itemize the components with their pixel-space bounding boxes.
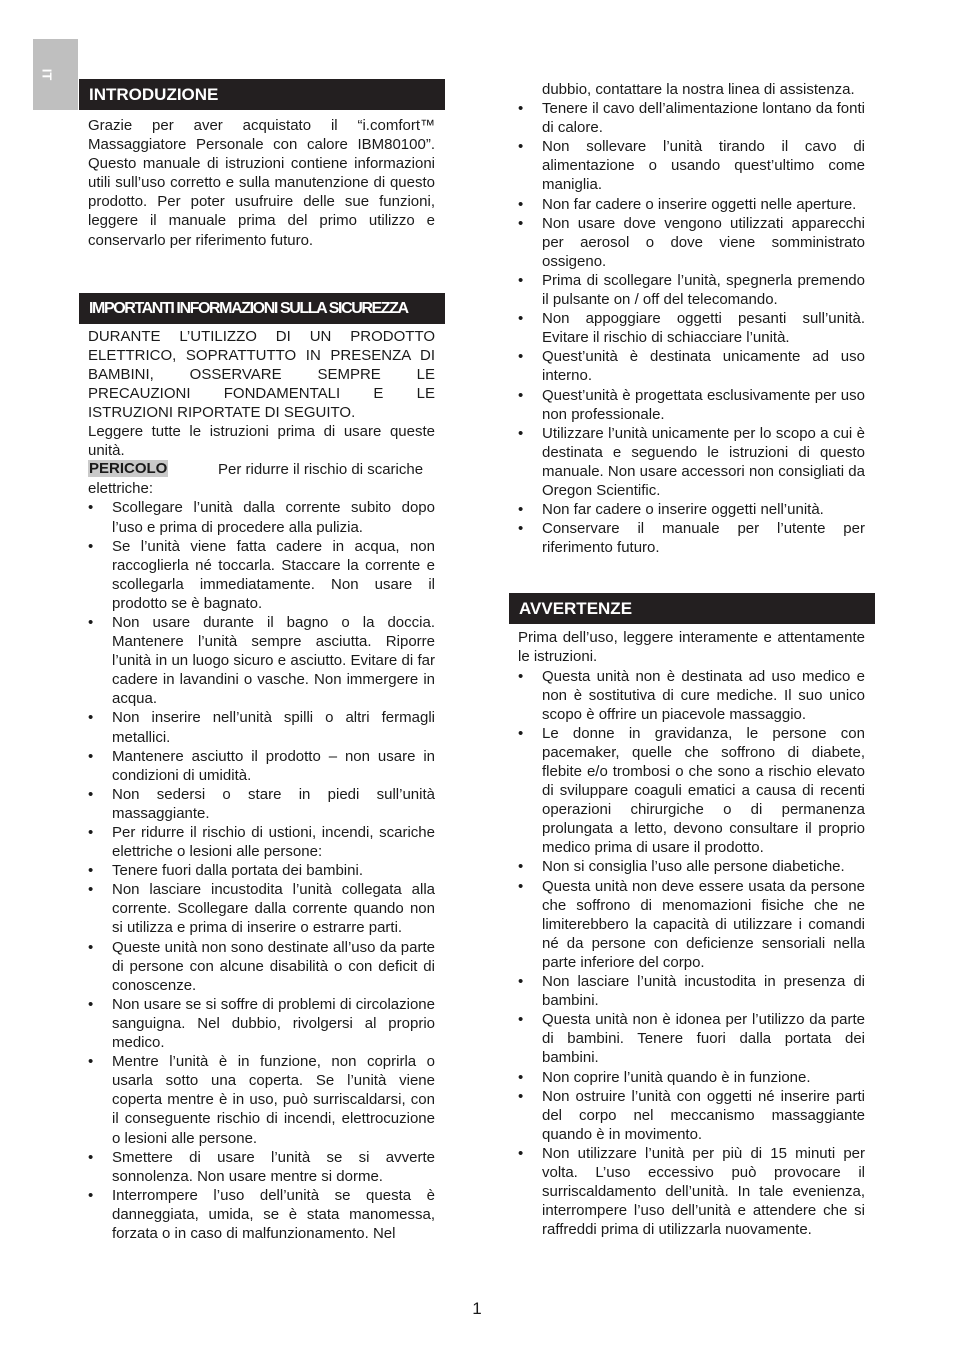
warnings-list [518,667,865,1240]
danger-label: PERICOLO [89,460,168,478]
list-item: • Tenere il cavo dell’alimentazione lontano da fonti di calore. [518,99,865,137]
list-item: • Utilizzare l’unità unicamente per lo scopo a cui è destinata e seguendo le istruzioni di questo manuale. Non usare accessori non consigliati da Oregon Scientific. [518,424,865,500]
list-item: • Per ridurre il rischio di ustioni, incendi, scariche elettriche o lesioni alle persone: [88,823,435,861]
list-item: • Le donne in gravidanza, le persone con pacemaker, quelle che soffrono di diabete, flebite e/o trombosi o che sono a rischio elevato di sviluppare coaguli ematici a causa di recenti operazioni chirurgiche o di permanenza prolungata a letto, devono consultare il proprio medico prima di usare il prodotto. [518,724,865,858]
right-column [509,80,875,1239]
safety-list-continued [518,99,865,557]
list-item: • Non far cadere o inserire oggetti nelle aperture. [518,195,865,214]
list-item: • Non sedersi o stare in piedi sull’unità massaggiante. [88,785,435,823]
intro-header: INTRODUZIONE [79,79,445,110]
list-item: • Non coprire l’unità quando è in funzione. [518,1068,865,1087]
list-item: • Non inserire nell’unità spilli o altri fermagli metallici. [88,708,435,746]
danger-text: Per ridurre il rischio di scariche [218,461,424,479]
list-item: • Prima di scollegare l’unità, spegnerla premendo il pulsante on / off del telecomando. [518,271,865,309]
list-item: • Non far cadere o inserire oggetti nell’unità. [518,500,865,519]
intro-body [79,116,445,250]
list-item: • Conservare il manuale per l’utente per riferimento futuro. [518,519,865,557]
list-item: • Questa unità non deve essere usata da persone che soffrono di menomazioni fisiche che ne limiterebbero la capacità di utilizzare i comandi né da persone con deficienze sensoriali nella parte inferiore del corpo. [518,877,865,972]
left-column [79,79,445,1243]
list-item: • Queste unità non sono destinate all’uso da parte di persone con alcune disabilità o con deficit di conoscenze. [88,938,435,995]
list-item: • Non si consiglia l’uso alle persone diabetiche. [518,857,865,876]
list-item: • Quest’unità è destinata unicamente ad uso interno. [518,347,865,385]
list-item: • Questa unità non è idonea per l’utilizzo da parte di bambini. Tenere fuori dalla portata dei bambini. [518,1010,865,1067]
safety-body [79,327,445,1243]
warnings-body [509,628,875,1239]
list-item: • Non usare durante il bagno o la doccia. Mantenere l’unità sempre asciutta. Riporre l’unità in un luogo sicuro e asciutto. Evitare di far cadere in lavandini o vasche. Non immergere in acqua. [88,613,435,708]
list-item: • Non appoggiare oggetti pesanti sull’unità. Evitare il rischio di schiacciare l’unità. [518,309,865,347]
list-item: • Smettere di usare l’unità se si avverte sonnolenza. Non usare mentre si dorme. [88,1148,435,1186]
list-item: • Questa unità non è destinata ad uso medico e non è sostitutiva di cure mediche. Il suo unico scopo è offrire un piacevole massaggio. [518,667,865,724]
list-item: • Non sollevare l’unità tirando il cavo di alimentazione o usando quest’ultimo come maniglia. [518,137,865,194]
list-item: • Tenere fuori dalla portata dei bambini. [88,861,435,880]
language-tab [33,39,78,110]
list-item-continuation: dubbio, contattare la nostra linea di assistenza. [542,81,855,98]
list-item: • Interrompere l’uso dell’unità se questa è danneggiata, umida, se è stata manomessa, forzata o in caso di malfunzionamento. Nel [88,1186,435,1243]
intro-paragraph: Grazie per aver acquistato il “i.comfort™ Massaggiatore Personale con calore IBM80100”. Questo manuale di istruzioni contiene informazioni utili sull’uso corretto e sulla manutenzione di questo prodotto. Per poter usufruire delle sue funzioni, leggere il manuale prima del primo utilizzo e conservarlo per riferimento futuro. [88,117,435,249]
list-item: • Non utilizzare l’unità per più di 15 minuti per volta. L’uso eccessivo può provocare il surriscaldamento dell’unità. In tale evenienza, interrompere l’uso dell’unità e attendere che si raffreddi prima di utilizzarla nuovamente. [518,1144,865,1239]
safety-header: IMPORTANTI INFORMAZIONI SULLA SICUREZZA [79,293,445,324]
list-item: • Mentre l’unità è in funzione, non coprirla o usarla sotto una coperta. Se l’unità viene coperta mentre è in uso, può surriscaldarsi, con il conseguente rischio di incendi, elettrocuzione o lesioni alle persone. [88,1052,435,1147]
list-item: • Mantenere asciutto il prodotto – non usare in condizioni di umidità. [88,747,435,785]
warnings-header: AVVERTENZE [509,593,875,624]
safety-body-continued [509,80,875,557]
list-item: • Non lasciare incustodita l’unità collegata alla corrente. Scollegare dalla corrente quando non si utilizza e prima di inserire o estrarre parti. [88,880,435,937]
safety-caps-paragraph: DURANTE L’UTILIZZO DI UN PRODOTTO ELETTRICO, SOPRATTUTTO IN PRESENZA DI BAMBINI, OSSERVARE SEMPRE LE PRECAUZIONI FONDAMENTALI E LE ISTRUZIONI RIPORTATE DI SEGUITO. [88,327,435,422]
warnings-intro: Prima dell’uso, leggere interamente e attentamente le istruzioni. [518,629,865,666]
danger-text-continued: elettriche: [88,480,154,498]
safety-list [88,498,435,1243]
safety-read-paragraph: Leggere tutte le istruzioni prima di usare queste unità. [88,423,435,460]
danger-row [88,460,435,479]
list-item: • Se l’unità viene fatta cadere in acqua, non raccoglierla né toccarla. Staccare la corrente e scollegarla immediatamente. Non usare il prodotto se è bagnato. [88,537,435,613]
list-item: • Scollegare l’unità dalla corrente subito dopo l’uso e prima di procedere alla pulizia. [88,498,435,536]
language-label: IT [39,68,55,81]
list-item: • Non ostruire l’unità con oggetti né inserire parti del corpo nel meccanismo massaggiante quando è in movimento. [518,1087,865,1144]
page-number: 1 [472,1299,482,1318]
list-item: • Quest’unità è progettata esclusivamente per uso non professionale. [518,386,865,424]
list-item: • Non lasciare l’unità incustodita in presenza di bambini. [518,972,865,1010]
list-item: • Non usare se si soffre di problemi di circolazione sanguigna. Nel dubbio, rivolgersi al proprio medico. [88,995,435,1052]
list-item: • Non usare dove vengono utilizzati apparecchi per aerosol o dove viene somministrato ossigeno. [518,214,865,271]
